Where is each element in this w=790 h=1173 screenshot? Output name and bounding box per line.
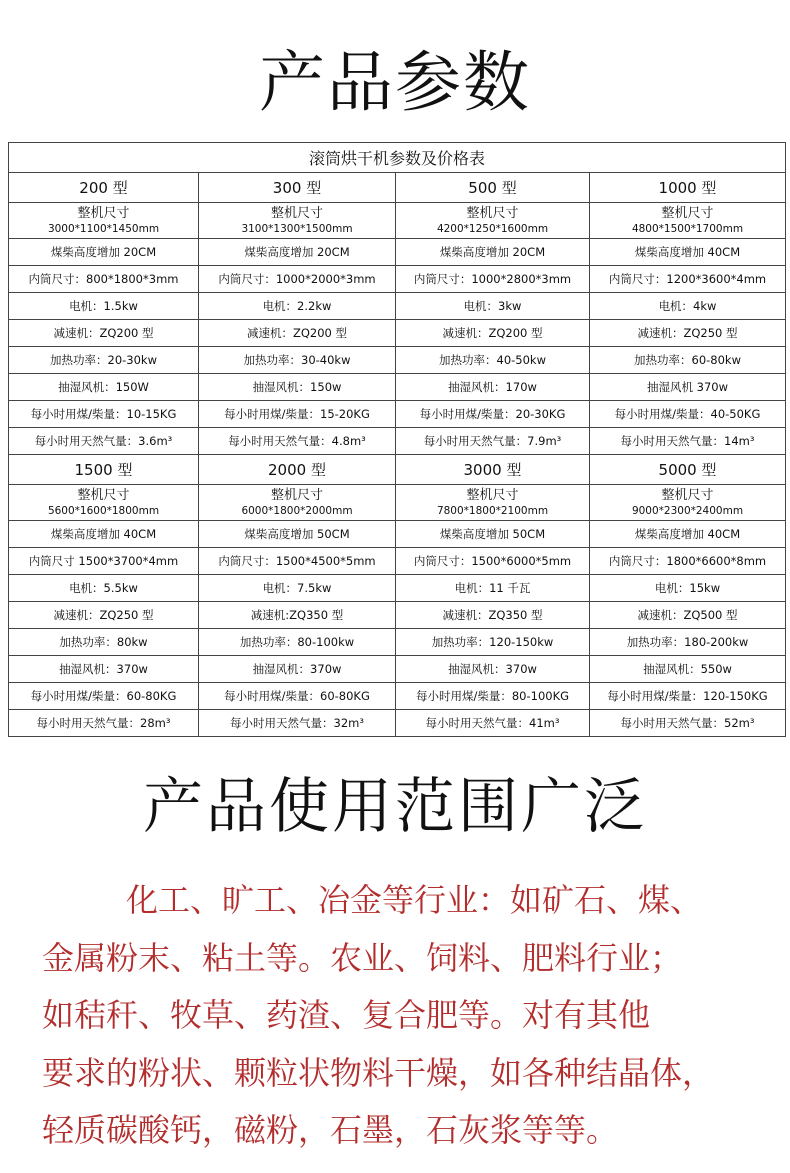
size-label: 整机尺寸 — [466, 205, 519, 221]
reducer-cell: 减速机：ZQ250 型 — [590, 320, 786, 347]
table-row — [9, 347, 786, 374]
gas-usage-cell: 每小时用天然气量：28m³ — [9, 710, 199, 737]
inner-size-cell: 内筒尺寸 1500*3700*4mm — [9, 548, 199, 575]
table-row — [9, 629, 786, 656]
reducer-cell: 减速机：ZQ500 型 — [590, 602, 786, 629]
inner-size-cell: 内筒尺寸：1000*2800*3mm — [396, 266, 590, 293]
gas-usage-cell: 每小时用天然气量：7.9m³ — [396, 428, 590, 455]
height-add-cell: 煤柴高度增加 20CM — [396, 239, 590, 266]
table-row — [9, 521, 786, 548]
model-name: 1000 型 — [590, 173, 786, 203]
height-add-cell: 煤柴高度增加 20CM — [9, 239, 199, 266]
table-row — [9, 602, 786, 629]
heat-power-cell: 加热功率：80kw — [9, 629, 199, 656]
coal-usage-cell: 每小时用煤/柴量：120-150KG — [590, 683, 786, 710]
coal-usage-cell: 每小时用煤/柴量：60-80KG — [9, 683, 199, 710]
fan-cell: 抽湿风机：550w — [590, 656, 786, 683]
height-add-cell: 煤柴高度增加 40CM — [590, 521, 786, 548]
size-value: 7800*1800*2100mm — [436, 504, 549, 517]
coal-usage-cell: 每小时用煤/柴量：60-80KG — [199, 683, 396, 710]
height-add-cell: 煤柴高度增加 50CM — [396, 521, 590, 548]
table-row — [9, 683, 786, 710]
size-cell — [199, 485, 396, 521]
table-row — [9, 710, 786, 737]
spec-price-table — [8, 142, 786, 737]
table-row — [9, 575, 786, 602]
usage-line: 如秸秆、牧草、药渣、复合肥等。对有其他 — [42, 996, 651, 1034]
model-name: 5000 型 — [590, 455, 786, 485]
size-label: 整机尺寸 — [466, 487, 519, 503]
size-label: 整机尺寸 — [77, 205, 130, 221]
reducer-cell: 减速机：ZQ200 型 — [9, 320, 199, 347]
inner-size-cell: 内筒尺寸：1800*6600*8mm — [590, 548, 786, 575]
size-value: 3100*1300*1500mm — [241, 222, 353, 235]
gas-usage-cell: 每小时用天然气量：3.6m³ — [9, 428, 199, 455]
table-row — [9, 656, 786, 683]
model-name: 3000 型 — [396, 455, 590, 485]
inner-size-cell: 内筒尺寸：1500*6000*5mm — [396, 548, 590, 575]
fan-cell: 抽湿风机：150W — [9, 374, 199, 401]
table-row — [9, 266, 786, 293]
size-cell — [590, 203, 786, 239]
size-value: 9000*2300*2400mm — [631, 504, 744, 517]
table-row — [9, 485, 786, 521]
coal-usage-cell: 每小时用煤/柴量：20-30KG — [396, 401, 590, 428]
usage-line: 要求的粉状、颗粒状物料干燥，如各种结晶体， — [42, 1053, 715, 1092]
usage-paragraph — [42, 872, 762, 1160]
reducer-cell: 减速机:ZQ350 型 — [199, 602, 396, 629]
gas-usage-cell: 每小时用天然气量：4.8m³ — [199, 428, 396, 455]
table-row — [9, 203, 786, 239]
fan-cell: 抽湿风机：370w — [199, 656, 396, 683]
motor-cell: 电机：7.5kw — [199, 575, 396, 602]
size-value: 4200*1250*1600mm — [436, 222, 549, 235]
size-cell — [396, 485, 590, 521]
size-cell — [199, 203, 396, 239]
motor-cell: 电机：4kw — [590, 293, 786, 320]
usage-title: 产品使用范围广泛 — [143, 772, 647, 842]
table-row — [9, 293, 786, 320]
motor-cell: 电机：2.2kw — [199, 293, 396, 320]
size-label: 整机尺寸 — [661, 487, 714, 503]
inner-size-cell: 内筒尺寸：1000*2000*3mm — [199, 266, 396, 293]
motor-cell: 电机：5.5kw — [9, 575, 199, 602]
params-title: 产品参数 — [259, 44, 531, 121]
reducer-cell: 减速机：ZQ250 型 — [9, 602, 199, 629]
size-cell — [396, 203, 590, 239]
height-add-cell: 煤柴高度增加 50CM — [199, 521, 396, 548]
table-row — [9, 320, 786, 347]
table-row — [9, 173, 786, 203]
coal-usage-cell: 每小时用煤/柴量：15-20KG — [199, 401, 396, 428]
inner-size-cell: 内筒尺寸：1200*3600*4mm — [590, 266, 786, 293]
height-add-cell: 煤柴高度增加 40CM — [590, 239, 786, 266]
coal-usage-cell: 每小时用煤/柴量：80-100KG — [396, 683, 590, 710]
motor-cell: 电机：15kw — [590, 575, 786, 602]
heat-power-cell: 加热功率：20-30kw — [9, 347, 199, 374]
model-name: 2000 型 — [199, 455, 396, 485]
usage-line: 轻质碳酸钙，磁粉，石墨，石灰浆等等。 — [42, 1111, 619, 1149]
heat-power-cell: 加热功率：120-150kw — [396, 629, 590, 656]
model-name: 1500 型 — [9, 455, 199, 485]
usage-line: 化工、旷工、冶金等行业：如矿石、煤、 — [126, 881, 703, 919]
table-row — [9, 548, 786, 575]
table-row — [9, 239, 786, 266]
reducer-cell: 减速机：ZQ350 型 — [396, 602, 590, 629]
fan-cell: 抽湿风机：170w — [396, 374, 590, 401]
motor-cell: 电机：11 千瓦 — [396, 575, 590, 602]
inner-size-cell: 内筒尺寸：1500*4500*5mm — [199, 548, 396, 575]
size-cell — [9, 485, 199, 521]
heat-power-cell: 加热功率：80-100kw — [199, 629, 396, 656]
table-caption: 滚筒烘干机参数及价格表 — [9, 143, 786, 173]
reducer-cell: 减速机：ZQ200 型 — [199, 320, 396, 347]
gas-usage-cell: 每小时用天然气量：41m³ — [396, 710, 590, 737]
size-value: 3000*1100*1450mm — [47, 222, 160, 235]
size-label: 整机尺寸 — [77, 487, 130, 503]
size-cell — [590, 485, 786, 521]
motor-cell: 电机：3kw — [396, 293, 590, 320]
heat-power-cell: 加热功率：180-200kw — [590, 629, 786, 656]
model-name: 500 型 — [396, 173, 590, 203]
model-name: 300 型 — [199, 173, 396, 203]
fan-cell: 抽湿风机：370w — [396, 656, 590, 683]
table-row — [9, 428, 786, 455]
inner-size-cell: 内筒尺寸：800*1800*3mm — [9, 266, 199, 293]
gas-usage-cell: 每小时用天然气量：14m³ — [590, 428, 786, 455]
size-value: 6000*1800*2000mm — [241, 504, 353, 517]
height-add-cell: 煤柴高度增加 20CM — [199, 239, 396, 266]
table-row — [9, 374, 786, 401]
size-label: 整机尺寸 — [270, 205, 323, 221]
coal-usage-cell: 每小时用煤/柴量：40-50KG — [590, 401, 786, 428]
size-cell — [9, 203, 199, 239]
size-label: 整机尺寸 — [270, 487, 323, 503]
size-label: 整机尺寸 — [661, 205, 714, 221]
motor-cell: 电机：1.5kw — [9, 293, 199, 320]
gas-usage-cell: 每小时用天然气量：52m³ — [590, 710, 786, 737]
fan-cell: 抽湿风机 370w — [590, 374, 786, 401]
heat-power-cell: 加热功率：60-80kw — [590, 347, 786, 374]
table-row — [9, 401, 786, 428]
table-row — [9, 455, 786, 485]
coal-usage-cell: 每小时用煤/柴量：10-15KG — [9, 401, 199, 428]
fan-cell: 抽湿风机：150w — [199, 374, 396, 401]
size-value: 4800*1500*1700mm — [631, 222, 744, 235]
model-name: 200 型 — [9, 173, 199, 203]
size-value: 5600*1600*1800mm — [47, 504, 160, 517]
heat-power-cell: 加热功率：30-40kw — [199, 347, 396, 374]
gas-usage-cell: 每小时用天然气量：32m³ — [199, 710, 396, 737]
usage-line: 金属粉末、粘土等。农业、饲料、肥料行业； — [42, 938, 683, 977]
heat-power-cell: 加热功率：40-50kw — [396, 347, 590, 374]
fan-cell: 抽湿风机：370w — [9, 656, 199, 683]
height-add-cell: 煤柴高度增加 40CM — [9, 521, 199, 548]
reducer-cell: 减速机：ZQ200 型 — [396, 320, 590, 347]
